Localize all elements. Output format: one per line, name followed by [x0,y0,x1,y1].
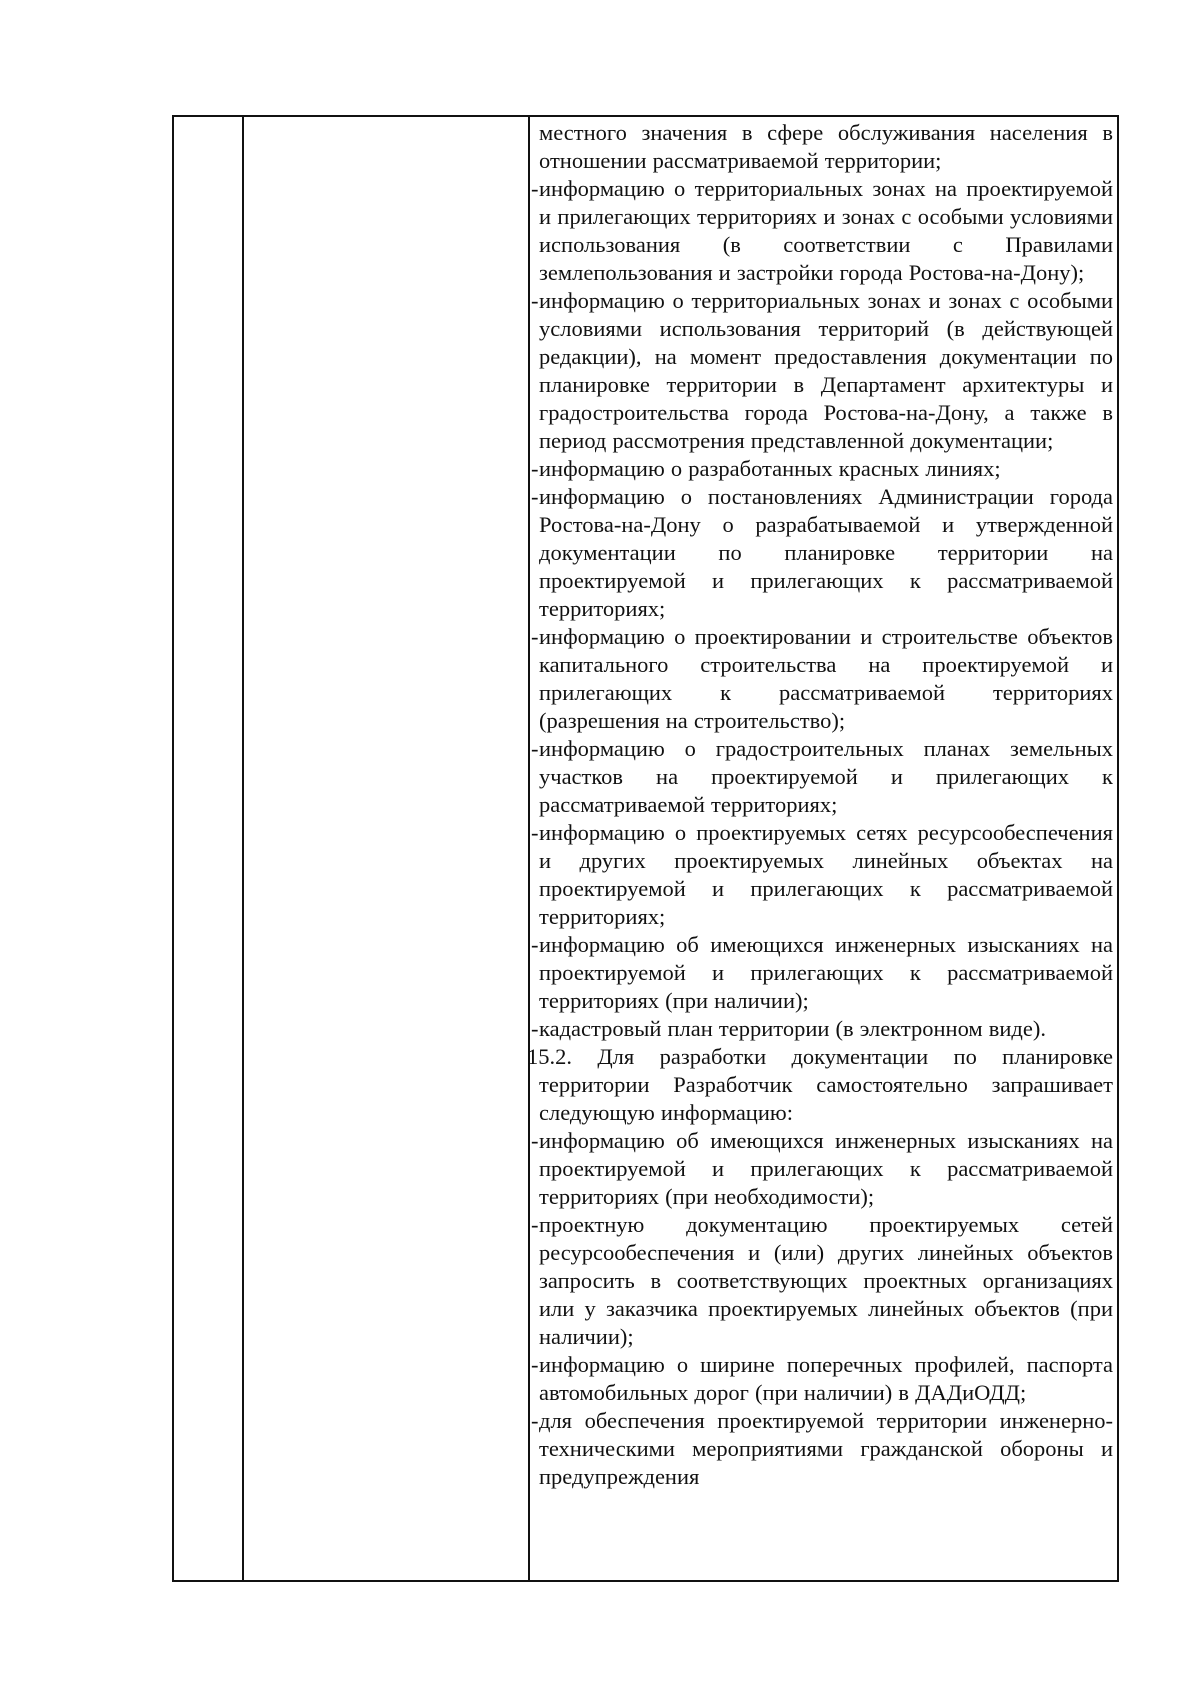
paragraph-number: 15.2. [527,1044,572,1069]
paragraph-text: информацию о градостроительных планах земельных участков на проектируемой и прилегающих к рассматриваемой территориях; [539,736,1113,817]
bullet-dash: - [531,176,539,201]
list-item [531,819,1113,931]
column-divider [242,117,244,1580]
list-item [531,483,1113,623]
list-item [531,623,1113,735]
list-item [531,1351,1113,1407]
paragraph-text: кадастровый план территории (в электронном виде). [539,1016,1046,1041]
bullet-dash: - [531,1212,539,1237]
bullet-dash: - [531,624,539,649]
paragraph-text: проектную документацию проектируемых сетей ресурсообеспечения и (или) других линейных объектов запросить в соответствующих проектных организациях или у заказчика проектируемых линейных объектов (при наличии); [539,1212,1113,1349]
paragraph-text: информацию о постановлениях Администрации города Ростова-на-Дону о разрабатываемой и утвержденной документации по планировке территории на проектируемой и прилегающих к рассматриваемой территориях; [539,484,1113,621]
bullet-dash: - [531,484,539,509]
paragraph-text: информацию об имеющихся инженерных изысканиях на проектируемой и прилегающих к рассматриваемой территориях (при наличии); [539,932,1113,1013]
bullet-dash: - [531,1016,539,1041]
paragraph-text: информацию о территориальных зонах и зонах с особыми условиями использования территорий (в действующей редакции), на момент предоставления документации по планировке территории в Департамент архитектуры и градостроительства города Ростова-на-Дону, а также в период рассмотрения представленной документации; [539,288,1113,453]
list-item [531,1211,1113,1351]
paragraph-text: информацию о ширине поперечных профилей, паспорта автомобильных дорог (при наличии) в ДАДиОДД; [539,1352,1113,1405]
column-divider [528,117,530,1580]
list-item [531,1127,1113,1211]
paragraph-text: Для разработки документации по планировке территории Разработчик самостоятельно запрашивает следующую информацию: [539,1044,1113,1125]
list-item [531,455,1113,483]
list-item [531,1015,1113,1043]
bullet-dash: - [531,288,539,313]
bullet-dash: - [531,1352,539,1377]
bullet-dash: - [531,456,539,481]
paragraph-text: местного значения в сфере обслуживания населения в отношении рассматриваемой территории; [539,120,1113,173]
list-item [531,287,1113,455]
paragraph-text: информацию о проектировании и строительстве объектов капитального строительства на проектируемой и прилегающих к рассматриваемой территориях (разрешения на строительство); [539,624,1113,733]
table-cell-content [527,119,1113,1491]
paragraph-text: информацию о проектируемых сетях ресурсообеспечения и других проектируемых линейных объектах на проектируемой и прилегающих к рассматриваемой территориях; [539,820,1113,929]
paragraph-text: информацию о разработанных красных линиях; [539,456,1001,481]
list-item [531,931,1113,1015]
bullet-dash: - [531,932,539,957]
bullet-dash: - [531,736,539,761]
paragraph [539,119,1113,175]
paragraph-text: информацию о территориальных зонах на проектируемой и прилегающих территориях и зонах с особыми условиями использования (в соответствии с Правилами землепользования и застройки города Ростова-на-Дону); [539,176,1113,285]
bullet-dash: - [531,1408,539,1433]
paragraph-text: для обеспечения проектируемой территории инженерно-техническими мероприятиями гражданской обороны и предупреждения [539,1408,1113,1489]
list-item [531,1407,1113,1491]
list-item [531,175,1113,287]
bullet-dash: - [531,820,539,845]
numbered-paragraph [527,1043,1113,1127]
document-table [172,115,1119,1582]
bullet-dash: - [531,1128,539,1153]
paragraph-text: информацию об имеющихся инженерных изысканиях на проектируемой и прилегающих к рассматриваемой территориях (при необходимости); [539,1128,1113,1209]
list-item [531,735,1113,819]
